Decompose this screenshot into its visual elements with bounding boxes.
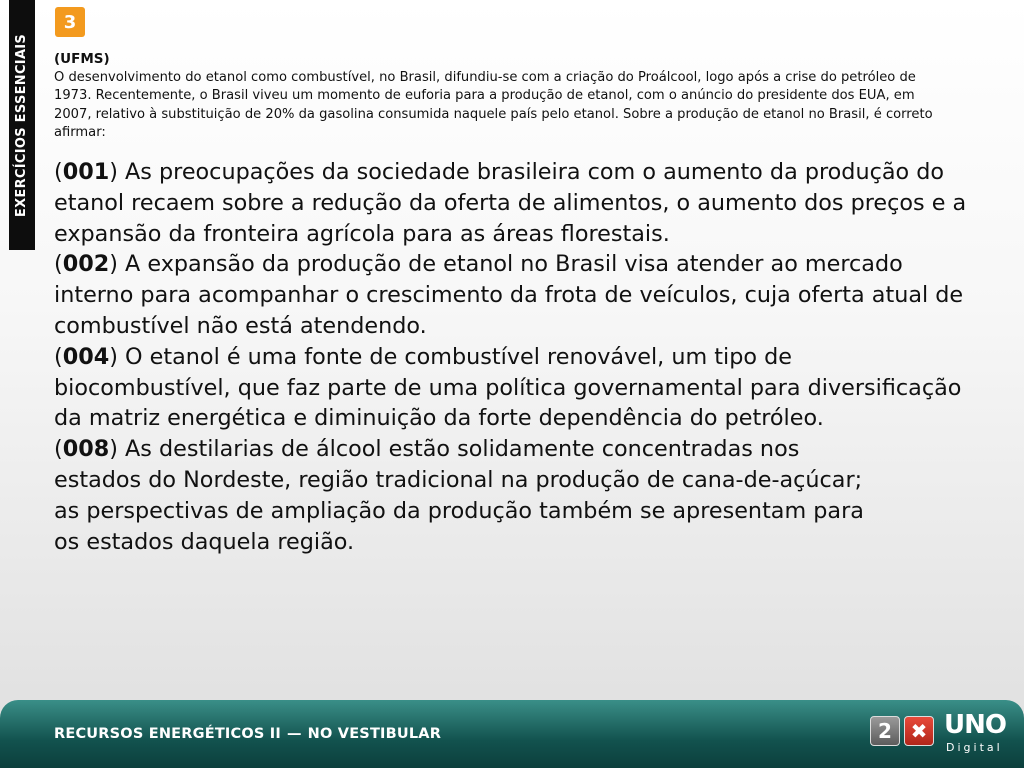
answer-items [54,157,974,557]
footer-subtitle: NO VESTIBULAR [307,726,442,742]
item-text: ) O etanol é uma fonte de combustível renovável, um tipo de biocombustível, que faz parte de uma política governamental para diversificação da matriz energética e diminuição da forte dependência do petróleo. [54,343,962,432]
question-intro: O desenvolvimento do etanol como combustível, no Brasil, difundiu-se com a criação do Proálcool, logo após a crise do petróleo de 1973. Recentemente, o Brasil viveu um momento de euforia para a produção de etanol, com o anúncio do presidente dos EUA, em 2007, relativo à substituição de 20% da gasolina consumida naquele país pelo etanol. Sobre a produção de etanol no Brasil, é correto afirmar: [54,70,933,140]
answer-item-004: (004) O etanol é uma fonte de combustível renovável, um tipo de biocombustível, que faz parte de uma política governamental para diversificação da matriz energética e diminuição da forte dependência do petróleo. [54,343,962,432]
uno-digital-label: Digital [946,741,1003,754]
answer-item-002: (002) A expansão da produção de etanol no Brasil visa atender ao mercado interno para acompanhar o crescimento da frota de veículos, cuja oferta atual de combustível não está atendendo. [54,251,964,339]
question-number-badge: 3 [55,7,85,37]
item-text: ) As preocupações da sociedade brasileira com o aumento da produção do etanol recaem sobre a redução da oferta de alimentos, o aumento dos preços e a expansão da fronteira agrícola para as áreas florestais. [54,159,967,247]
item-code: 004 [62,343,110,370]
answer-item-008: (008) As destilarias de álcool estão solidamente concentradas nos estados do Nordeste, região tradicional na produção de cana-de-açúcar; as perspectivas de ampliação da produção também se apresentam para os estados daquela região. [54,436,864,555]
uno-logo: UNO [944,710,1006,740]
section-side-tab [9,0,35,250]
logo-2-icon: 2 [870,716,900,746]
item-text: ) A expansão da produção de etanol no Brasil visa atender ao mercado interno para acompanhar o crescimento da frota de veículos, cuja oferta atual de combustível não está atendendo. [54,251,964,339]
item-code: 008 [62,436,110,463]
logo-x-icon: ✖ [904,716,934,746]
footer-dash: — [286,726,302,742]
item-code: 002 [62,251,110,278]
footer-bar [0,700,1024,768]
footer-chapter: RECURSOS ENERGÉTICOS II [54,726,281,742]
footer-title [54,726,441,742]
question-source: (UFMS) [54,51,110,67]
answer-item-001: (001) As preocupações da sociedade brasileira com o aumento da produção do etanol recaem sobre a redução da oferta de alimentos, o aumento dos preços e a expansão da fronteira agrícola para as áreas florestais. [54,159,967,247]
item-text: ) As destilarias de álcool estão solidamente concentradas nos estados do Nordeste, região tradicional na produção de cana-de-açúcar; as perspectivas de ampliação da produção também se apresentam para os estados daquela região. [54,436,864,555]
item-code: 001 [62,159,110,185]
side-tab-label: EXERCÍCIOS ESSENCIAIS [14,33,30,217]
